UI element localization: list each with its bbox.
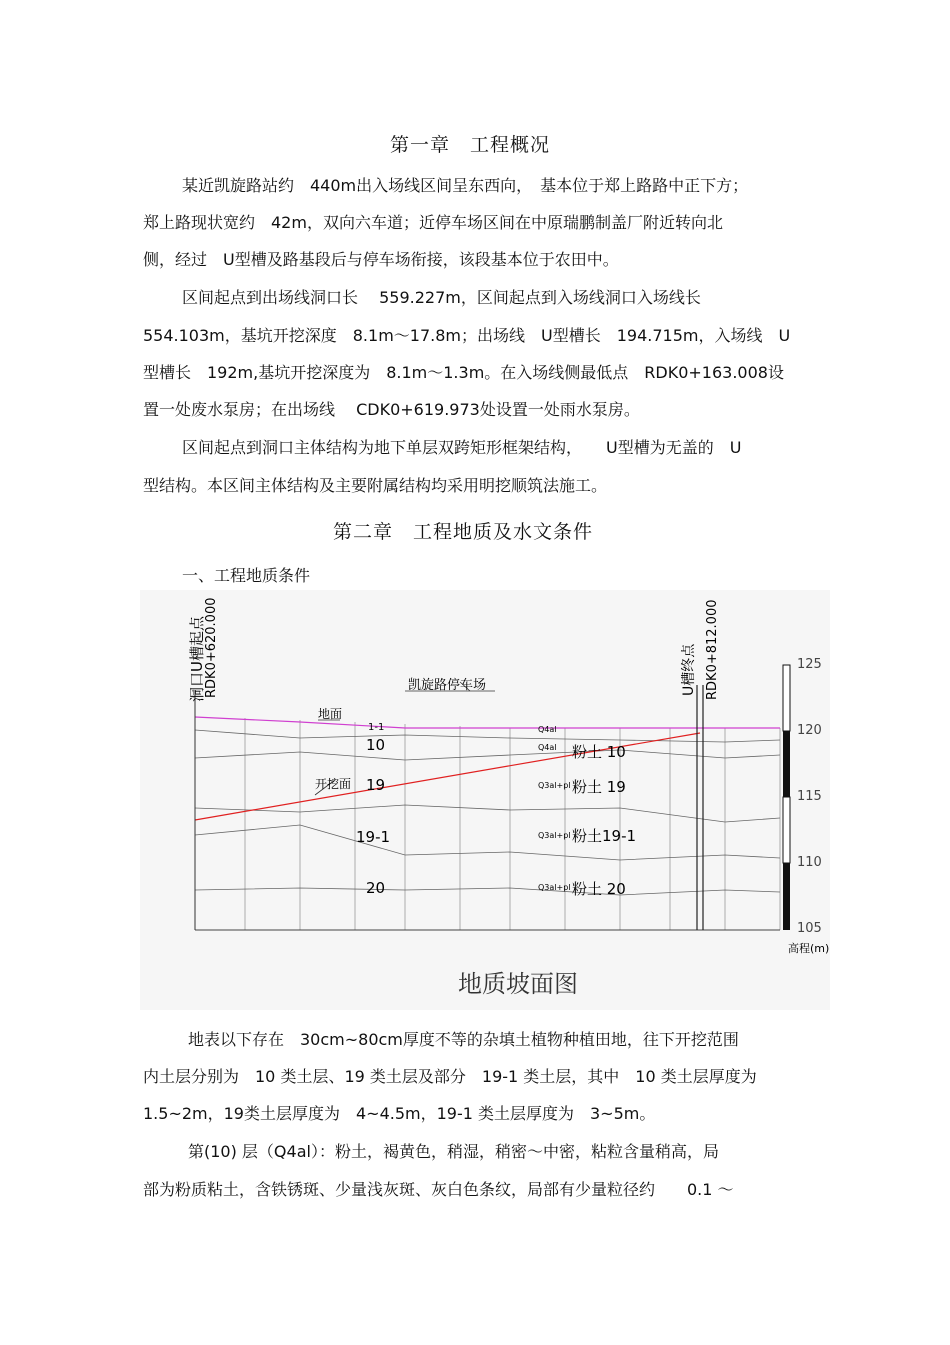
excavation-label: 开挖面	[315, 777, 352, 791]
end-station-label: RDK0+812.000	[705, 599, 720, 700]
paragraph-line: 型槽长 192m,基坑开挖深度为 8.1m～1.3m。在入场线侧最低点 RDK0+163.008设	[143, 363, 784, 382]
ground-label: 地面	[318, 707, 343, 721]
parking-label: 凯旋路停车场	[408, 678, 487, 693]
paragraph-line: 置一处废水泵房；在出场线 CDK0+619.973处设置一处雨水泵房。	[143, 400, 640, 419]
layer-label: 粉土19-1	[572, 827, 637, 845]
start-station-label: RDK0+620.000	[204, 597, 219, 698]
paragraph-line: 554.103m，基坑开挖深度 8.1m～17.8m；出场线 U型槽长 194.715m，入场线 U	[143, 326, 791, 345]
layer-label: 19-1	[356, 828, 391, 846]
scale-tick: 125	[797, 657, 822, 672]
section-heading: 一、工程地质条件	[182, 566, 311, 585]
layer-label: 19	[366, 776, 386, 794]
paragraph-line: 型结构。本区间主体结构及主要附属结构均采用明挖顺筑法施工。	[143, 476, 608, 495]
scale-tick: 120	[797, 723, 822, 738]
scale-tick: 105	[797, 921, 822, 936]
layer-label: 10	[366, 736, 386, 754]
paragraph-line: 区间起点到洞口主体结构为地下单层双跨矩形框架结构， U型槽为无盖的 U	[182, 438, 742, 457]
scale-unit: 高程(m)	[788, 942, 830, 955]
scale-tick: 115	[797, 789, 822, 804]
paragraph-line: 郑上路现状宽约 42m，双向六车道；近停车场区间在中原瑞鹏制盖厂附近转向北	[143, 213, 723, 232]
layer-label: 粉土 10	[572, 743, 626, 761]
paragraph-line: 区间起点到出场线洞口长 559.227m，区间起点到入场线洞口入场线长	[182, 288, 701, 307]
paragraph-line: 侧，经过 U型槽及路基段后与停车场衔接，该段基本位于农田中。	[143, 250, 619, 269]
layer-label: 粉土 19	[572, 778, 626, 796]
geological-profile-figure	[140, 590, 830, 1010]
paragraph-line: 内土层分别为 10 类土层、19 类土层及部分 19-1 类土层，其中 10 类土层厚度为	[143, 1067, 757, 1086]
end-marker-label: U槽终点	[681, 643, 697, 696]
paragraph-line: 地表以下存在 30cm~80cm厚度不等的杂填土植物种植田地，往下开挖范围	[188, 1030, 739, 1049]
figure-caption: 地质坡面图	[458, 970, 578, 998]
layer-label: 1-1	[368, 722, 385, 733]
paragraph-line: 某近凯旋路站约 440m出入场线区间呈东西向， 基本位于郑上路路中正下方；	[182, 176, 749, 195]
layer-label: 粉土 20	[572, 880, 626, 898]
paragraph-line: 1.5~2m，19类土层厚度为 4~4.5m，19-1 类土层厚度为 3~5m。	[143, 1104, 656, 1123]
age-label: Q4al	[538, 743, 557, 752]
paragraph-line: 第(10) 层（Q4al）：粉土，褐黄色，稍湿，稍密～中密，粘粒含量稍高，局	[188, 1142, 719, 1161]
age-label: Q3al+pl	[538, 781, 571, 790]
layer-label: 20	[366, 879, 386, 897]
age-label: Q3al+pl	[538, 831, 571, 840]
chapter2-title: 第二章 工程地质及水文条件	[333, 521, 594, 543]
age-label: Q3al+pl	[538, 883, 571, 892]
paragraph-line: 部为粉质粘土，含铁锈斑、少量浅灰斑、灰白色条纹，局部有少量粒径约 0.1 ～	[143, 1180, 734, 1199]
chapter1-title: 第一章 工程概况	[390, 134, 551, 156]
start-marker-label: 洞口U槽起点	[188, 616, 206, 702]
scale-tick: 110	[797, 855, 822, 870]
age-label: Q4al	[538, 725, 557, 734]
